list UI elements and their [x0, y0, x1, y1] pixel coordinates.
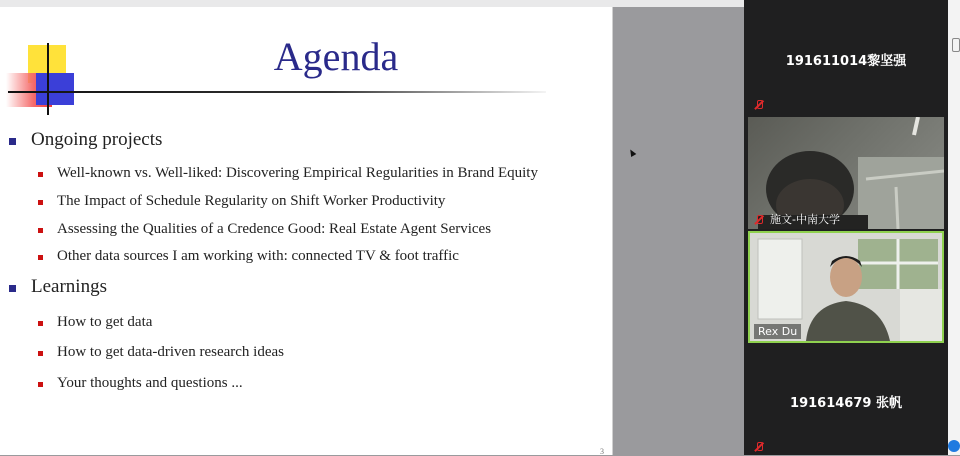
slide-deco-blue-square [36, 73, 74, 105]
list-item: How to get data [57, 314, 153, 330]
mic-muted-icon [754, 215, 764, 225]
participant-tile-active-speaker[interactable] [748, 231, 944, 343]
right-edge-strip [946, 0, 960, 455]
slide-page-number: 3 [600, 447, 604, 456]
mouse-cursor-icon [628, 148, 637, 157]
list-item: The Impact of Schedule Regularity on Shift Worker Productivity [57, 193, 446, 209]
bullet-square-icon [38, 321, 43, 326]
list-item: Assessing the Qualities of a Credence Good: Real Estate Agent Services [57, 221, 492, 237]
bullet-square-icon [38, 351, 43, 356]
bullet-square-icon [9, 138, 16, 145]
list-item: Well-known vs. Well-liked: Discovering Empirical Regularities in Brand Equity [57, 165, 538, 181]
bullet-square-icon [38, 228, 43, 233]
edge-window-icon [952, 38, 960, 52]
bullet-square-icon [38, 382, 43, 387]
participant-tile[interactable] [748, 2, 944, 114]
edge-action-button[interactable] [948, 440, 960, 452]
participant-name: 191614679 张帆 [790, 396, 902, 411]
participant-name: 施文-中南大学 [770, 213, 840, 226]
shared-slide [0, 7, 613, 455]
participant-tile[interactable] [748, 117, 944, 229]
mic-muted-icon [754, 442, 764, 452]
bullet-square-icon [9, 285, 16, 292]
slide-deco-vertical-line [47, 43, 49, 115]
participant-name: 191611014黎坚强 [785, 54, 907, 69]
bullet-square-icon [38, 255, 43, 260]
section-heading-ongoing-projects: Ongoing projects [31, 129, 163, 150]
slide-title-underline [8, 91, 546, 93]
list-item: Your thoughts and questions ... [57, 375, 243, 391]
participant-name: Rex Du [754, 324, 801, 339]
list-item: Other data sources I am working with: connected TV & foot traffic [57, 248, 459, 264]
participant-tile[interactable] [748, 346, 944, 455]
slide-title: Agenda [273, 34, 399, 79]
mic-muted-icon [754, 100, 764, 110]
bullet-square-icon [38, 172, 43, 177]
section-heading-learnings: Learnings [31, 276, 107, 297]
list-item: How to get data-driven research ideas [57, 344, 284, 360]
bullet-square-icon [38, 200, 43, 205]
participants-panel [744, 0, 948, 455]
